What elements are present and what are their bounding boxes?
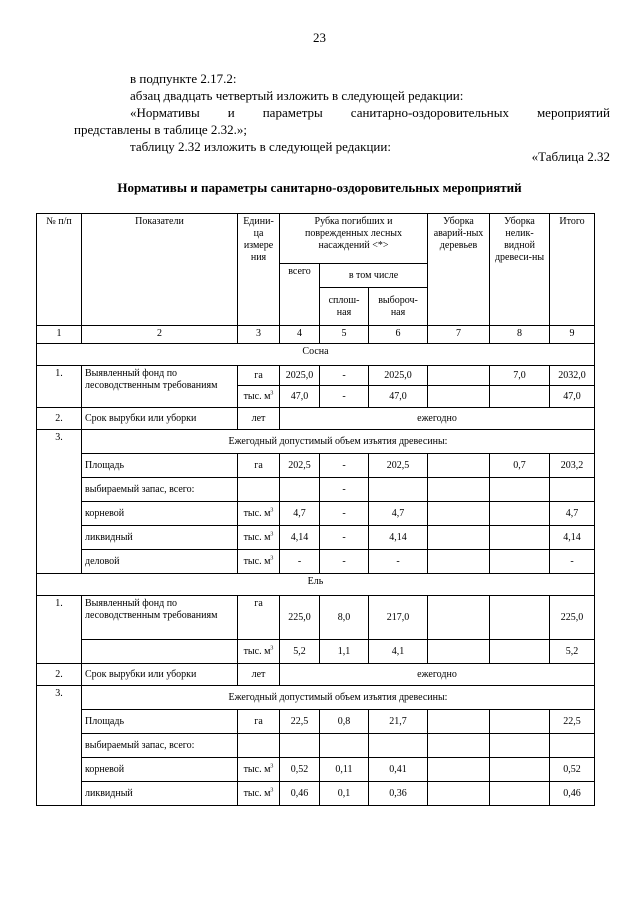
row-label: Выявленный фонд по лесоводственным требованиям bbox=[82, 596, 238, 640]
cell-value: - bbox=[369, 550, 428, 574]
cell-unit: га bbox=[238, 454, 280, 478]
header-nonliquid: Уборка нелик-видной древеси-ны bbox=[490, 214, 550, 326]
header-solid: сплош-ная bbox=[320, 288, 369, 326]
row-num: 2. bbox=[37, 408, 82, 430]
header-total: всего bbox=[280, 264, 320, 326]
quote-word: параметры bbox=[262, 105, 323, 120]
cell-value: 0,11 bbox=[320, 758, 369, 782]
cell-value bbox=[428, 550, 490, 574]
cell-value: - bbox=[550, 550, 595, 574]
row-label: Площадь bbox=[82, 710, 238, 734]
cell-value: 4,14 bbox=[550, 526, 595, 550]
quote-word: санитарно-оздоровительных bbox=[350, 105, 509, 120]
cell-value: 203,2 bbox=[550, 454, 595, 478]
colnum: 8 bbox=[490, 326, 550, 344]
cell-value bbox=[428, 596, 490, 640]
cell-value: 7,0 bbox=[490, 366, 550, 386]
cell-value: 0,41 bbox=[369, 758, 428, 782]
cell-value: 4,7 bbox=[280, 502, 320, 526]
cell-value: - bbox=[320, 386, 369, 408]
cell-value bbox=[490, 640, 550, 664]
cell-value: ежегодно bbox=[280, 664, 595, 686]
cell-value: - bbox=[320, 478, 369, 502]
cell-value bbox=[280, 478, 320, 502]
cell-value: - bbox=[320, 502, 369, 526]
cell-value bbox=[280, 734, 320, 758]
cell-value: 47,0 bbox=[280, 386, 320, 408]
row-label: корневой bbox=[82, 758, 238, 782]
cell-unit: га bbox=[238, 366, 280, 386]
cell-value: 202,5 bbox=[280, 454, 320, 478]
cell-unit: га bbox=[238, 596, 280, 640]
cell-value: 4,7 bbox=[550, 502, 595, 526]
cell-value: ежегодно bbox=[280, 408, 595, 430]
cell-value: 0,52 bbox=[280, 758, 320, 782]
cell-value: 2025,0 bbox=[280, 366, 320, 386]
cell-unit: тыс. $м^3$ bbox=[238, 550, 280, 574]
intro-line-4: таблицу 2.32 изложить в следующей редакции: bbox=[130, 139, 391, 154]
cell-value bbox=[490, 526, 550, 550]
cell-value bbox=[428, 454, 490, 478]
section-title-spruce: Ель bbox=[37, 574, 595, 596]
cell-value bbox=[490, 386, 550, 408]
header-felling: Рубка погибших и поврежденных лесных насаждений <*> bbox=[280, 214, 428, 264]
row-label: Площадь bbox=[82, 454, 238, 478]
cell-value bbox=[428, 640, 490, 664]
cell-value bbox=[428, 478, 490, 502]
row-num: 1. bbox=[37, 366, 82, 408]
quote-word: «Нормативы bbox=[130, 105, 200, 120]
cell-unit bbox=[238, 734, 280, 758]
cell-unit: тыс. $м^3$ bbox=[238, 502, 280, 526]
cell-value bbox=[490, 782, 550, 806]
header-sum: Итого bbox=[550, 214, 595, 326]
row-label: Выявленный фонд по лесоводственным требованиям bbox=[82, 366, 238, 408]
cell-value bbox=[428, 710, 490, 734]
cell-value bbox=[490, 734, 550, 758]
row-num: 3. bbox=[37, 686, 82, 806]
cell-value bbox=[369, 734, 428, 758]
colnum: 2 bbox=[82, 326, 238, 344]
cell-value: 225,0 bbox=[280, 596, 320, 640]
cell-value: 4,1 bbox=[369, 640, 428, 664]
row-label: ликвидный bbox=[82, 782, 238, 806]
cell-value: 5,2 bbox=[280, 640, 320, 664]
cell-unit: лет bbox=[238, 664, 280, 686]
cell-value: 5,2 bbox=[550, 640, 595, 664]
row-label: выбираемый запас, всего: bbox=[82, 734, 238, 758]
cell-value: 0,52 bbox=[550, 758, 595, 782]
cell-value: 4,7 bbox=[369, 502, 428, 526]
cell-value: - bbox=[320, 550, 369, 574]
colnum: 6 bbox=[369, 326, 428, 344]
cell-unit bbox=[238, 478, 280, 502]
cell-value: 0,46 bbox=[550, 782, 595, 806]
cell-value: - bbox=[280, 550, 320, 574]
colnum: 7 bbox=[428, 326, 490, 344]
row-label bbox=[82, 640, 238, 664]
cell-value: 47,0 bbox=[550, 386, 595, 408]
cell-value: - bbox=[320, 454, 369, 478]
header-including: в том числе bbox=[320, 264, 428, 288]
cell-value: 8,0 bbox=[320, 596, 369, 640]
row-label: Срок вырубки или уборки bbox=[82, 664, 238, 686]
cell-value: 0,7 bbox=[490, 454, 550, 478]
intro-line-3: представлены в таблице 2.32.»; bbox=[74, 122, 248, 137]
cell-value bbox=[428, 366, 490, 386]
header-emergency: Уборка аварий-ных деревьев bbox=[428, 214, 490, 326]
cell-value bbox=[428, 758, 490, 782]
cell-value: 4,14 bbox=[280, 526, 320, 550]
row-label: выбираемый запас, всего: bbox=[82, 478, 238, 502]
cell-value: 1,1 bbox=[320, 640, 369, 664]
cell-value: 2032,0 bbox=[550, 366, 595, 386]
row-label: ликвидный bbox=[82, 526, 238, 550]
colnum: 1 bbox=[37, 326, 82, 344]
row-label: Ежегодный допустимый объем изъятия древесины: bbox=[82, 686, 595, 710]
table-label: «Таблица 2.32 bbox=[531, 149, 610, 164]
cell-value bbox=[490, 758, 550, 782]
cell-unit: тыс. $м^3$ bbox=[238, 386, 280, 408]
cell-value: 0,36 bbox=[369, 782, 428, 806]
cell-value bbox=[369, 478, 428, 502]
cell-value bbox=[550, 734, 595, 758]
cell-value bbox=[490, 710, 550, 734]
cell-unit: лет bbox=[238, 408, 280, 430]
quote-word: мероприятий bbox=[536, 105, 610, 120]
cell-value: - bbox=[320, 526, 369, 550]
cell-value bbox=[490, 478, 550, 502]
section-title-pine: Сосна bbox=[37, 344, 595, 366]
table-title: Нормативы и параметры санитарно-оздоровительных мероприятий bbox=[117, 180, 522, 195]
cell-value bbox=[490, 596, 550, 640]
header-num: № п/п bbox=[37, 214, 82, 326]
cell-value: 47,0 bbox=[369, 386, 428, 408]
cell-unit: тыс. $м^3$ bbox=[238, 758, 280, 782]
colnum: 4 bbox=[280, 326, 320, 344]
cell-value: 0,1 bbox=[320, 782, 369, 806]
cell-value bbox=[550, 478, 595, 502]
cell-value bbox=[490, 550, 550, 574]
intro-text bbox=[74, 70, 610, 155]
row-num: 2. bbox=[37, 664, 82, 686]
row-label: Срок вырубки или уборки bbox=[82, 408, 238, 430]
row-label: деловой bbox=[82, 550, 238, 574]
intro-quote-line bbox=[94, 104, 610, 121]
cell-value: 202,5 bbox=[369, 454, 428, 478]
row-label: корневой bbox=[82, 502, 238, 526]
quote-word: и bbox=[227, 105, 235, 120]
row-num: 1. bbox=[37, 596, 82, 664]
header-indicator: Показатели bbox=[82, 214, 238, 326]
cell-value bbox=[428, 502, 490, 526]
row-label: Ежегодный допустимый объем изъятия древесины: bbox=[82, 430, 595, 454]
cell-value: 22,5 bbox=[280, 710, 320, 734]
cell-unit: тыс. $м^3$ bbox=[238, 782, 280, 806]
cell-unit: тыс. $м^3$ bbox=[238, 640, 280, 664]
header-selective: выбороч-ная bbox=[369, 288, 428, 326]
cell-value bbox=[490, 502, 550, 526]
cell-value: - bbox=[320, 366, 369, 386]
cell-value: 2025,0 bbox=[369, 366, 428, 386]
intro-line-2: абзац двадцать четвертый изложить в следующей редакции: bbox=[130, 88, 464, 103]
cell-value: 217,0 bbox=[369, 596, 428, 640]
cell-value bbox=[320, 734, 369, 758]
cell-value bbox=[428, 734, 490, 758]
cell-value bbox=[428, 782, 490, 806]
cell-unit: тыс. $м^3$ bbox=[238, 526, 280, 550]
row-num: 3. bbox=[37, 430, 82, 574]
page-number: 23 bbox=[313, 30, 326, 45]
header-unit: Едини-ца измере ния bbox=[238, 214, 280, 326]
cell-value: 4,14 bbox=[369, 526, 428, 550]
cell-unit: га bbox=[238, 710, 280, 734]
colnum: 9 bbox=[550, 326, 595, 344]
colnum: 3 bbox=[238, 326, 280, 344]
norms-table bbox=[36, 213, 595, 806]
cell-value: 225,0 bbox=[550, 596, 595, 640]
cell-value: 22,5 bbox=[550, 710, 595, 734]
cell-value: 0,8 bbox=[320, 710, 369, 734]
colnum: 5 bbox=[320, 326, 369, 344]
intro-line-1: в подпункте 2.17.2: bbox=[130, 71, 237, 86]
cell-value: 21,7 bbox=[369, 710, 428, 734]
cell-value bbox=[428, 526, 490, 550]
cell-value: 0,46 bbox=[280, 782, 320, 806]
cell-value bbox=[428, 386, 490, 408]
